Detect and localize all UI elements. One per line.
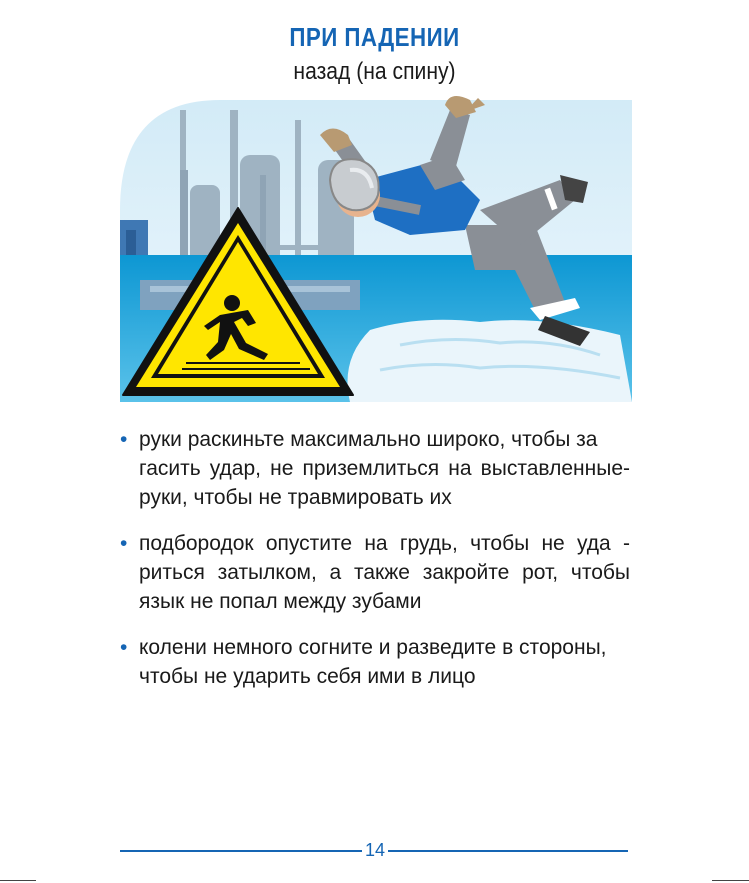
bullet-line: чтобы не ударить себя ими в лицо bbox=[139, 665, 476, 688]
bullet-icon: • bbox=[120, 532, 128, 555]
list-item bbox=[120, 425, 630, 512]
bullet-line: риться затылком, а также закройте рот, чтобы bbox=[139, 561, 630, 584]
page-title: ПРИ ПАДЕНИИ bbox=[289, 22, 460, 52]
bullet-line: руки раскиньте максимально широко, чтобы за bbox=[139, 428, 598, 451]
bullet-line: язык не попал между зубами bbox=[139, 590, 422, 613]
footer-rule-right bbox=[388, 850, 628, 852]
footer-rule-left bbox=[120, 850, 362, 852]
list-item bbox=[120, 633, 630, 691]
bullet-line: колени немного согните и разведите в стороны, bbox=[139, 636, 607, 659]
crop-mark-left bbox=[0, 880, 36, 881]
bullet-line: подбородок опустите на грудь, чтобы не уда - bbox=[139, 532, 630, 555]
falling-worker-illustration bbox=[120, 60, 632, 402]
crop-mark-right bbox=[712, 880, 749, 881]
bullet-line: руки, чтобы не травмировать их bbox=[139, 486, 452, 509]
bullet-icon: • bbox=[120, 428, 128, 451]
page-subtitle: назад (на спину) bbox=[293, 58, 456, 85]
list-item bbox=[120, 529, 630, 616]
page-number: 14 bbox=[364, 840, 386, 860]
safety-instructions-list bbox=[120, 425, 630, 708]
bullet-line: гасить удар, не приземлиться на выставленные- bbox=[139, 457, 630, 480]
bullet-icon: • bbox=[120, 636, 128, 659]
